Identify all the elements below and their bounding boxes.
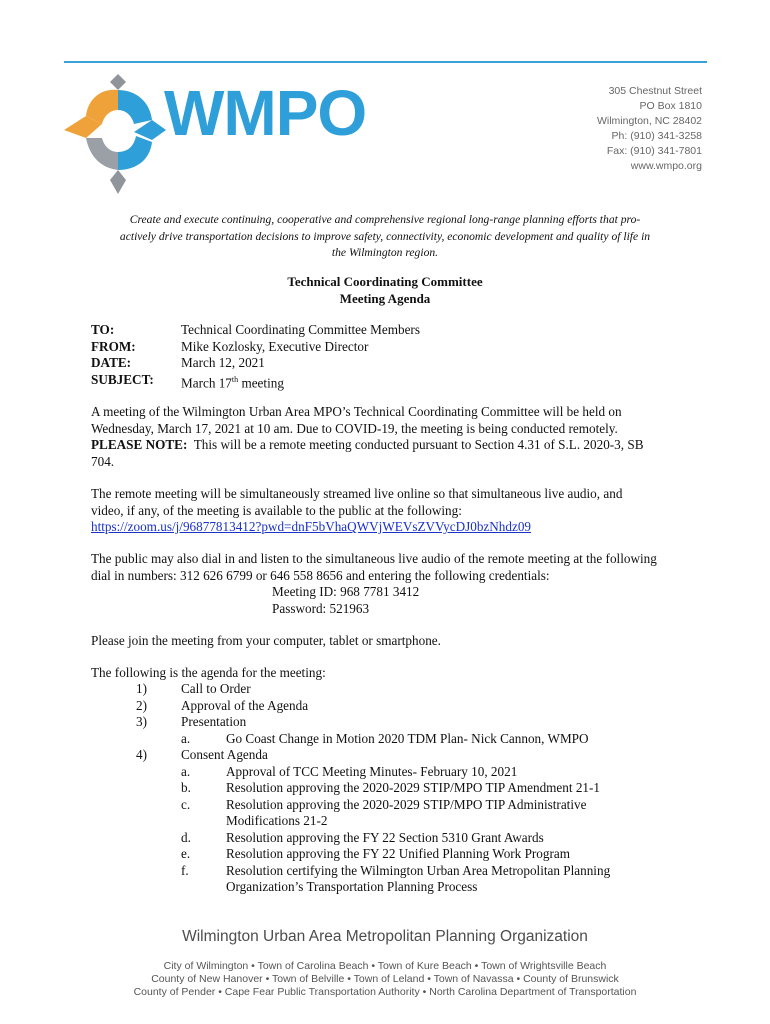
please-note-text: This will be a remote meeting conducted pursuant to Section 4.31 of S.L. 2020-3, SB bbox=[187, 437, 644, 452]
stream-line: The remote meeting will be simultaneously streamed live online so that simultaneous live audio, and bbox=[91, 486, 623, 501]
doc-subtitle: Meeting Agenda bbox=[339, 291, 431, 306]
notice-line: 704. bbox=[91, 453, 115, 469]
stream-paragraph bbox=[91, 486, 671, 536]
agenda-subitem-text: Resolution certifying the Wilmington Urban Area Metropolitan Planning bbox=[226, 862, 611, 878]
stream-line: video, if any, of the meeting is available to the public at the following: bbox=[91, 502, 462, 518]
footer-members-line: City of Wilmington • Town of Carolina Beach • Town of Kure Beach • Town of Wrightsville Beach bbox=[163, 960, 607, 972]
agenda-subitem-text: Resolution approving the FY 22 Section 5310 Grant Awards bbox=[226, 829, 544, 845]
to-label: TO: bbox=[91, 322, 115, 337]
dial-in-line: dial in numbers: 312 626 6799 or 646 558 8656 and entering the following credentials: bbox=[91, 567, 550, 583]
agenda-subitem-letter: d. bbox=[181, 829, 191, 845]
website-line: www.wmpo.org bbox=[630, 160, 702, 172]
agenda-item-text: Approval of the Agenda bbox=[181, 697, 309, 713]
to-value: Technical Coordinating Committee Members bbox=[181, 322, 420, 337]
footer-members-line: County of New Hanover • Town of Belville • Town of Leland • Town of Navassa • County of Brunswick bbox=[151, 973, 619, 985]
agenda-intro: The following is the agenda for the meeting: bbox=[91, 665, 326, 680]
notice-line bbox=[91, 437, 671, 454]
subject-suffix: th bbox=[231, 374, 239, 384]
mission-line: actively drive transportation decisions to improve safety, connectivity, economic development and quality of life in bbox=[119, 229, 651, 243]
date-value: March 12, 2021 bbox=[181, 355, 265, 370]
agenda-subitem-letter: e. bbox=[181, 846, 191, 861]
fax-line: Fax: (910) 341-7801 bbox=[606, 145, 702, 157]
agenda-subitem-letter: c. bbox=[181, 796, 191, 812]
doc-title: Technical Coordinating Committee bbox=[287, 274, 483, 289]
zoom-link[interactable]: https://zoom.us/j/96877813412?pwd=dnF5bVhaQWVjWEVsZVVycDJ0bzNhdz09 bbox=[91, 519, 532, 534]
subject-rest: meeting bbox=[238, 374, 284, 390]
agenda-subitem-text: Resolution approving the FY 22 Unified Planning Work Program bbox=[226, 846, 570, 861]
agenda-item-text: Presentation bbox=[181, 714, 247, 729]
address-line: Wilmington, NC 28402 bbox=[596, 115, 702, 127]
logo-wordmark: WMPO bbox=[164, 77, 367, 149]
agenda-subitem-text-continued: Modifications 21-2 bbox=[226, 813, 328, 828]
dial-in-paragraph bbox=[91, 551, 671, 617]
mission-line: the Wilmington region. bbox=[331, 246, 439, 259]
date-label: DATE: bbox=[91, 355, 132, 370]
meeting-password: Password: 521963 bbox=[272, 600, 370, 616]
join-instruction: Please join the meeting from your computer, tablet or smartphone. bbox=[91, 633, 441, 648]
agenda-item-text: Call to Order bbox=[181, 681, 251, 696]
address-block bbox=[597, 84, 702, 174]
subject-value bbox=[181, 372, 284, 392]
meeting-notice bbox=[91, 404, 671, 470]
subject-date: March 17 bbox=[181, 374, 232, 390]
footer-title: Wilmington Urban Area Metropolitan Planning Organization bbox=[182, 928, 588, 945]
agenda-subitem-text: Resolution approving the 2020-2029 STIP/MPO TIP Amendment 21-1 bbox=[226, 780, 601, 795]
from-label: FROM: bbox=[91, 338, 136, 354]
phone-line: Ph: (910) 341-3258 bbox=[611, 130, 702, 142]
agenda-subitem-letter: b. bbox=[181, 780, 191, 795]
header-rule bbox=[64, 61, 707, 63]
mission-line: Create and execute continuing, cooperative and comprehensive regional long-range planning efforts that pro- bbox=[129, 213, 641, 226]
agenda-subitem-text: Resolution approving the 2020-2029 STIP/MPO TIP Administrative bbox=[226, 796, 587, 812]
agenda-subitem-letter: a. bbox=[181, 730, 191, 746]
agenda-item-number: 1) bbox=[136, 681, 147, 696]
agenda-item-number: 2) bbox=[136, 697, 147, 713]
address-line: PO Box 1810 bbox=[639, 100, 702, 112]
agenda-subitem-text: Approval of TCC Meeting Minutes- February 10, 2021 bbox=[226, 763, 518, 779]
dial-in-line: The public may also dial in and listen to the simultaneous live audio of the remote meeting at the following bbox=[91, 551, 657, 566]
agenda-item-number: 3) bbox=[136, 714, 147, 729]
address-line: 305 Chestnut Street bbox=[608, 85, 702, 97]
from-value: Mike Kozlosky, Executive Director bbox=[181, 338, 369, 354]
mission-statement bbox=[82, 212, 688, 262]
footer-members-line: County of Pender • Cape Fear Public Transportation Authority • North Carolina Department of Transportation bbox=[133, 986, 637, 998]
notice-line: Wednesday, March 17, 2021 at 10 am. Due to COVID-19, the meeting is being conducted remotely. bbox=[91, 420, 618, 436]
agenda-item-number: 4) bbox=[136, 747, 147, 762]
please-note-label: PLEASE NOTE: bbox=[91, 437, 188, 452]
agenda-item-text: Consent Agenda bbox=[181, 747, 268, 762]
agenda-subitem-text-continued: Organization’s Transportation Planning Process bbox=[226, 879, 478, 894]
meeting-id: Meeting ID: 968 7781 3412 bbox=[272, 584, 420, 599]
agenda-subitem-letter: a. bbox=[181, 763, 191, 779]
agenda-subitem-letter: f. bbox=[181, 862, 189, 878]
subject-label: SUBJECT: bbox=[91, 371, 154, 387]
agenda-subitem-text: Go Coast Change in Motion 2020 TDM Plan- Nick Cannon, WMPO bbox=[226, 730, 589, 746]
notice-line: A meeting of the Wilmington Urban Area MPO’s Technical Coordinating Committee will be held on bbox=[91, 404, 622, 419]
